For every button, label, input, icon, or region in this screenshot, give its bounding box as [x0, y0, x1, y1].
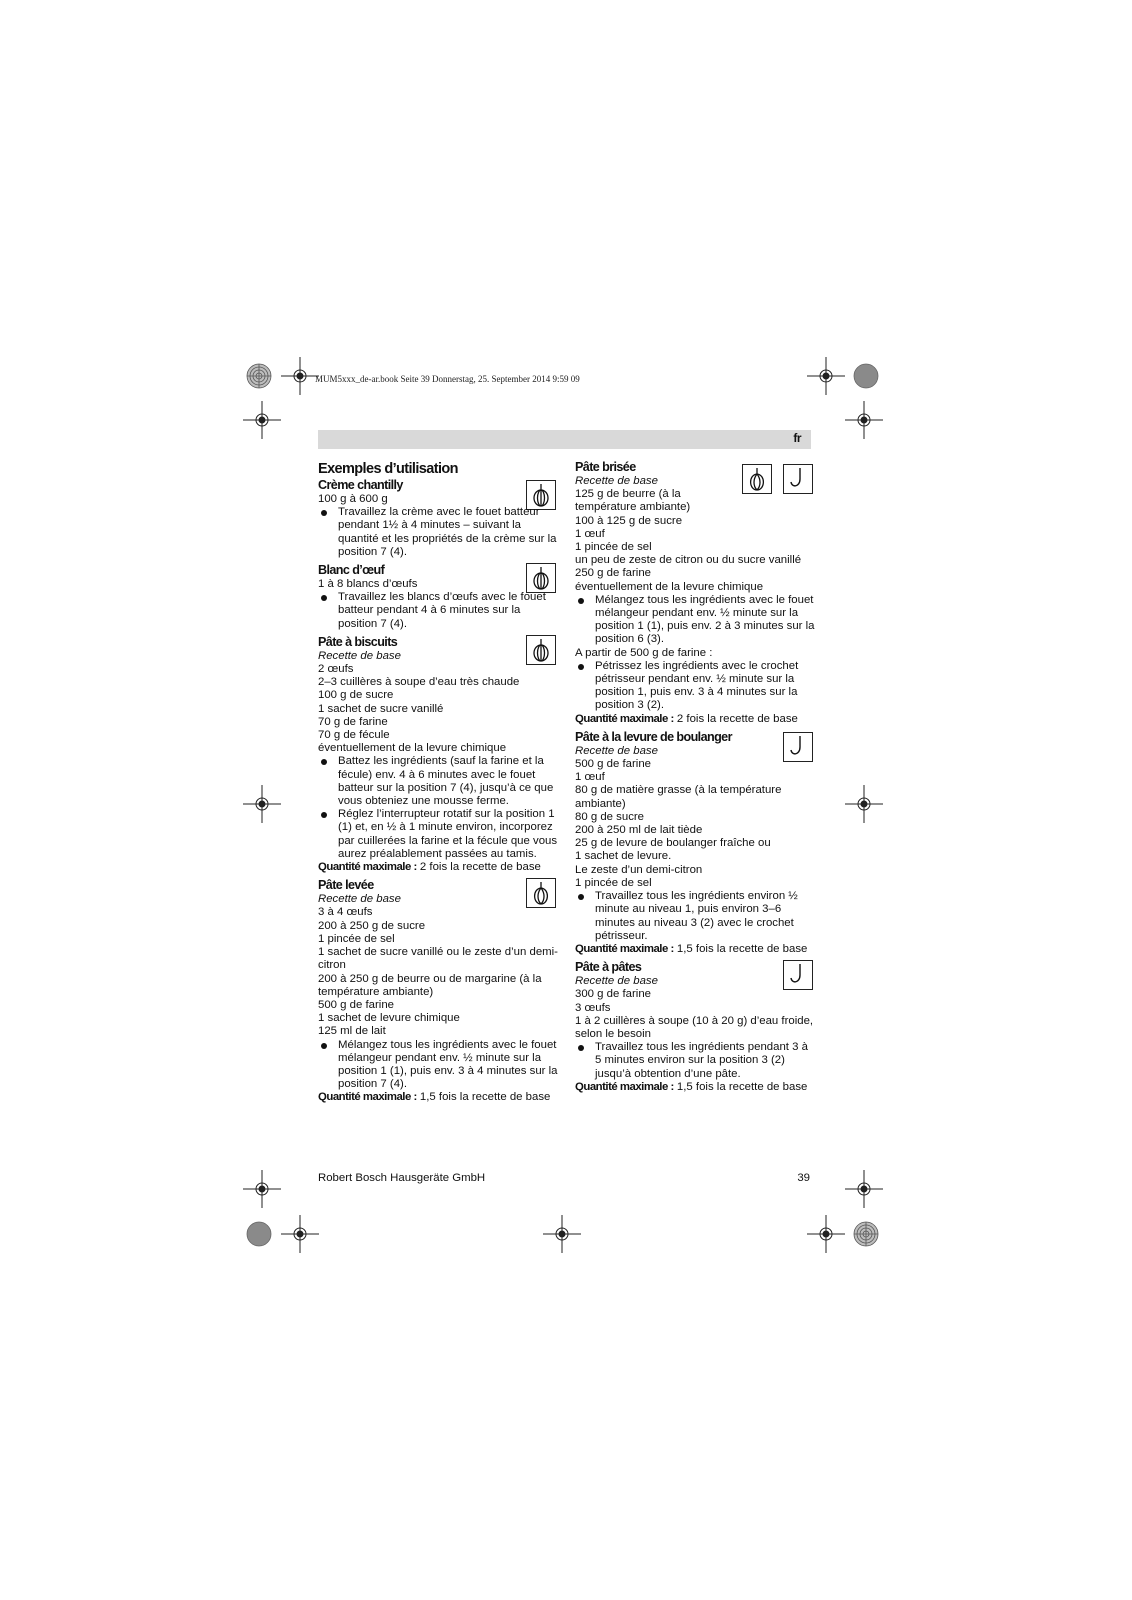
crosshair-mark-icon — [805, 355, 847, 397]
instruction-item: Mélangez tous les ingrédients avec le fouet mélangeur pendant env. ½ minute sur la position 1 (1), puis env. 3 à 4 minutes sur la position 7 (4). — [318, 1039, 558, 1092]
ingredient-line: 100 à 125 g de sucre — [575, 514, 683, 527]
ingredient-line: 1 pincée de sel — [575, 876, 652, 889]
section-pate-brisee — [575, 460, 815, 726]
section-title: Pâte à biscuits — [318, 634, 398, 649]
ingredient-line: un peu de zeste de citron ou du sucre vanillé — [575, 554, 802, 567]
ingredient-line: 125 g de beurre (à la température ambiante) — [575, 488, 691, 514]
section-pate-biscuits — [318, 635, 558, 874]
instruction-list — [318, 591, 558, 631]
ingredient-line: 2–3 cuillères à soupe d’eau très chaude — [318, 676, 520, 689]
ingredient-line: 200 à 250 g de beurre ou de margarine (à la température ambiante) — [318, 972, 542, 998]
instruction-list — [318, 755, 558, 861]
crosshair-mark-icon — [843, 399, 885, 441]
dough-hook-icon — [783, 732, 813, 762]
registration-target-icon — [238, 355, 280, 397]
mixing-whisk-icon — [742, 464, 772, 494]
max-quantity — [318, 1091, 558, 1104]
ingredient-line: 80 g de matière grasse (à la température ambiante) — [575, 784, 782, 810]
max-quantity-value: 1,5 fois la recette de base — [416, 1091, 551, 1104]
page-heading: Exemples d’utilisation — [318, 461, 458, 477]
dough-hook-icon — [783, 960, 813, 990]
ingredient-line: 70 g de fécule — [318, 729, 390, 742]
instruction-item: Réglez l’interrupteur rotatif sur la position 1 (1) et, en ½ à 1 minute environ, incorporez par cuillerées la farine et la fécule que vous aurez préalablement passées au tamis. — [318, 808, 558, 861]
section-subtitle: Recette de base — [318, 893, 401, 906]
language-bar — [318, 430, 811, 449]
section-title: Crème chantilly — [318, 478, 403, 492]
ingredient-line: 100 g à 600 g — [318, 493, 388, 505]
section-title: Pâte levée — [318, 878, 374, 893]
section-title: Pâte à la levure de boulanger — [575, 729, 732, 744]
instruction-list — [575, 890, 815, 943]
crosshair-mark-icon — [279, 355, 321, 397]
ingredient-line: Le zeste d’un demi-citron — [575, 863, 703, 876]
ingredient-line: 1 à 8 blancs d’œufs — [318, 578, 418, 591]
ingredient-line: 70 g de farine — [318, 715, 388, 728]
section-pate-a-pates — [575, 960, 815, 1094]
ingredient-line: éventuellement de la levure chimique — [575, 580, 764, 593]
instruction-list — [318, 1039, 558, 1092]
instruction-list — [575, 660, 815, 713]
ingredient-line: 500 g de farine — [318, 998, 394, 1011]
ingredient-line: 80 g de sucre — [575, 810, 645, 823]
section-subtitle: Recette de base — [575, 475, 658, 487]
section-subtitle: Recette de base — [575, 744, 658, 757]
max-quantity — [575, 713, 815, 726]
instruction-item: Pétrissez les ingrédients avec le crochet pétrisseur pendant env. ½ minute sur la position 1, puis env. 3 à 4 minutes sur la position 3 (2). — [575, 660, 815, 713]
crosshair-mark-icon — [279, 1213, 321, 1255]
crosshair-mark-icon — [541, 1213, 583, 1255]
ingredient-line: 1 pincée de sel — [318, 932, 395, 945]
instruction-item: Travaillez la crème avec le fouet batteur pendant 1½ à 4 minutes – suivant la quantité et les propriétés de la crème sur la position 7 (4). — [318, 506, 558, 559]
crosshair-mark-icon — [241, 783, 283, 825]
ingredient-line: 1 œuf — [575, 527, 605, 540]
ingredient-line: 1 sachet de levure chimique — [318, 1012, 460, 1025]
ingredient-line: 1 œuf — [575, 771, 605, 784]
section-pate-levure-boulanger — [575, 730, 815, 956]
ingredient-line: éventuellement de la levure chimique — [318, 742, 507, 755]
footer-company: Robert Bosch Hausgeräte GmbH — [318, 1172, 486, 1184]
max-quantity-value: 1,5 fois la recette de base — [673, 942, 808, 955]
ingredient-line: 1 à 2 cuillères à soupe (10 à 20 g) d’eau froide, selon le besoin — [575, 1014, 814, 1040]
ingredient-line: 125 ml de lait — [318, 1025, 386, 1038]
section-title: Pâte brisée — [575, 460, 636, 474]
ingredient-line: 3 à 4 œufs — [318, 906, 373, 919]
crosshair-mark-icon — [241, 1168, 283, 1210]
dough-hook-icon — [783, 464, 813, 494]
crosshair-mark-icon — [241, 399, 283, 441]
ingredient-line: 1 sachet de sucre vanillé — [318, 702, 444, 715]
max-quantity-label: Quantité maximale : — [575, 942, 674, 955]
ingredient-line: 25 g de levure de boulanger fraîche ou — [575, 837, 771, 850]
ingredient-line: 2 œufs — [318, 663, 354, 676]
instruction-list — [318, 506, 558, 559]
instruction-item: Mélangez tous les ingrédients avec le fouet mélangeur pendant env. ½ minute sur la position 1 (1), puis env. 2 à 3 minutes sur la position 6 (3). — [575, 594, 815, 647]
ingredient-line: 100 g de sucre — [318, 689, 394, 702]
ingredient-line: 1 sachet de sucre vanillé ou le zeste d’un demi-citron — [318, 946, 558, 972]
registration-gray-dot-icon — [238, 1213, 280, 1255]
registration-gray-dot-icon — [845, 355, 887, 397]
registration-target-icon — [845, 1213, 887, 1255]
crosshair-mark-icon — [805, 1213, 847, 1255]
ingredient-line: 1 pincée de sel — [575, 541, 652, 554]
section-subtitle: Recette de base — [318, 649, 401, 662]
instruction-list — [575, 594, 815, 647]
section-creme-chantilly — [318, 478, 558, 559]
max-quantity — [318, 861, 558, 874]
right-column — [575, 460, 815, 1094]
max-quantity-label: Quantité maximale : — [318, 1091, 417, 1104]
max-quantity-label: Quantité maximale : — [575, 712, 674, 725]
section-subtitle: Recette de base — [575, 975, 658, 988]
instruction-item: Travaillez les blancs d’œufs avec le fouet batteur pendant 4 à 6 minutes sur la position 7 (4). — [318, 591, 558, 631]
max-quantity — [575, 943, 815, 956]
ingredient-line: 1 sachet de levure. — [575, 850, 672, 863]
ingredient-line: 500 g de farine — [575, 758, 651, 771]
language-code: fr — [793, 431, 801, 445]
section-title: Blanc d’œuf — [318, 563, 385, 578]
ingredient-line: 250 g de farine — [575, 567, 651, 580]
whisk-icon — [526, 635, 556, 665]
crosshair-mark-icon — [843, 1168, 885, 1210]
max-quantity-label: Quantité maximale : — [318, 861, 417, 874]
print-info: MUM5xxx_de-ar.book Seite 39 Donnerstag, 25. September 2014 9:59 09 — [315, 374, 580, 384]
crosshair-mark-icon — [843, 783, 885, 825]
instruction-item: Battez les ingrédients (sauf la farine et la fécule) env. 4 à 6 minutes avec le fouet batteur sur la position 7 (4), jusqu’à ce que vous obteniez une mousse ferme. — [318, 755, 558, 808]
ingredient-line: 200 à 250 g de sucre — [318, 919, 426, 932]
instruction-item: Travaillez tous les ingrédients environ ½ minute au niveau 1, puis environ 3–6 minutes au niveau 3 (2) avec le crochet pétrisseur. — [575, 890, 815, 943]
instruction-list — [575, 1041, 815, 1081]
mixing-whisk-icon — [526, 878, 556, 908]
section-pate-levee — [318, 878, 558, 1104]
section-title: Pâte à pâtes — [575, 960, 642, 975]
max-quantity-value: 1,5 fois la recette de base — [673, 1080, 808, 1093]
ingredient-line: 300 g de farine — [575, 988, 651, 1001]
ingredient-line: A partir de 500 g de farine : — [575, 646, 713, 659]
left-column — [318, 460, 558, 1105]
ingredient-line: 3 œufs — [575, 1001, 611, 1014]
max-quantity — [575, 1081, 815, 1094]
section-blanc-oeuf — [318, 563, 558, 631]
max-quantity-value: 2 fois la recette de base — [416, 861, 541, 874]
instruction-item: Travaillez tous les ingrédients pendant 3 à 5 minutes environ sur la position 3 (2) jusqu’à obtention d’une pâte. — [575, 1041, 815, 1081]
page-number: 39 — [797, 1172, 810, 1184]
ingredient-line: 200 à 250 ml de lait tiède — [575, 824, 703, 837]
max-quantity-value: 2 fois la recette de base — [673, 712, 798, 725]
whisk-icon — [526, 563, 556, 593]
max-quantity-label: Quantité maximale : — [575, 1080, 674, 1093]
